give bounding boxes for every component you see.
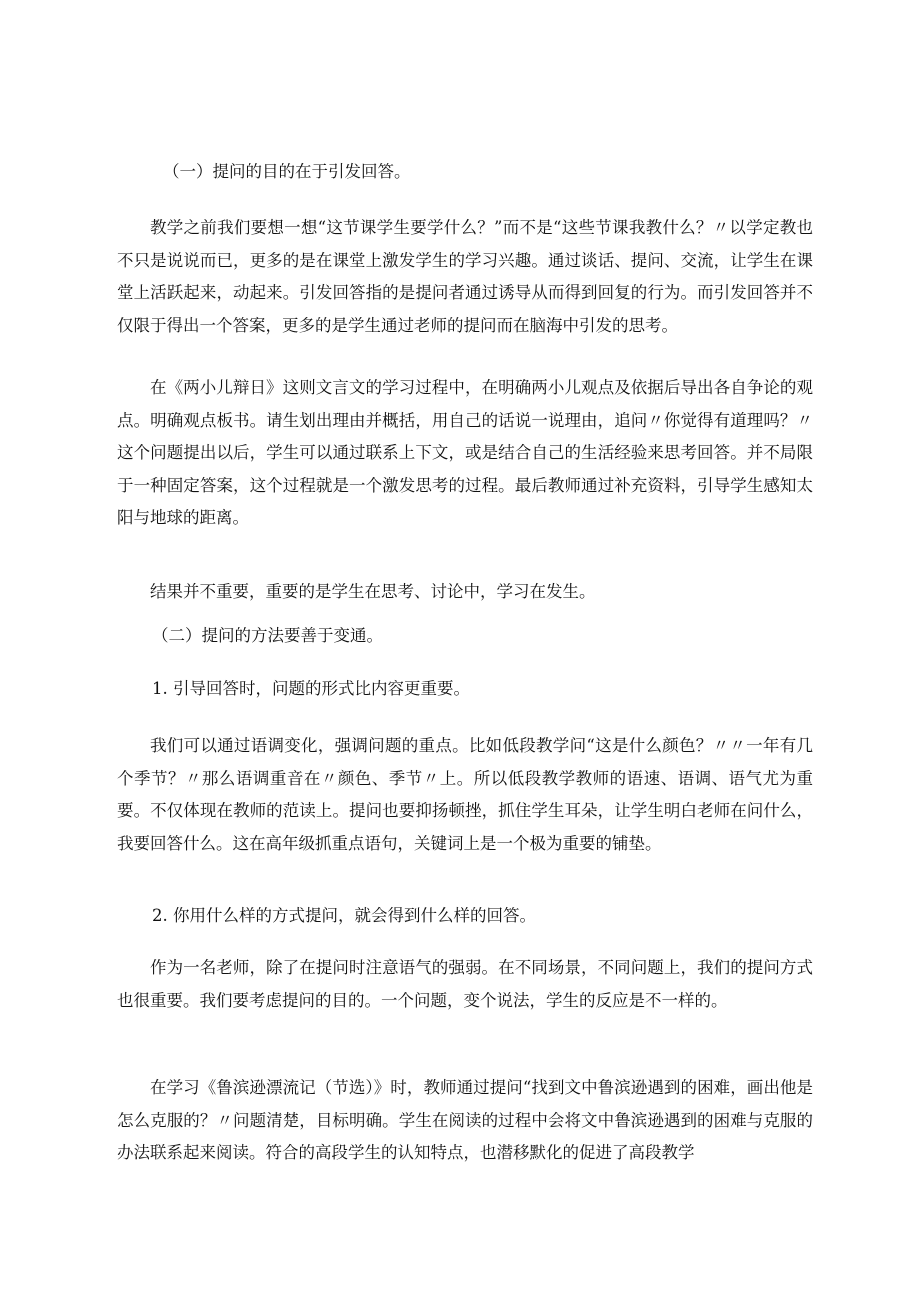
section-heading-2: （二）提问的方法要善于变通。 bbox=[152, 626, 383, 645]
paragraph-2: 在《两小儿辩日》这则文言文的学习过程中，在明确两小儿观点及依据后导出各自争论的观点。明确观点板书。请生划出理由并概括，用自己的话说一说理由，追问〃你觉得有道理吗？〃这个问题提出以后，学生可以通过联系上下文，或是结合自己的生活经验来思考回答。并不局限于一种固定答案，这个过程就是一个激发思考的过程。最后教师通过补充资料，引导学生感知太阳与地球的距离。 bbox=[117, 378, 813, 527]
paragraph-4: 我们可以通过语调变化，强调问题的重点。比如低段教学问“这是什么颜色？〃〃一年有几个季节？〃那么语调重音在〃颜色、季节〃上。所以低段教学教师的语速、语调、语气尤为重要。不仅体现在教师的范读上。提问也要抑扬顿挫，抓住学生耳朵，让学生明白老师在问什么，我要回答什么。这在高年级抓重点语句，关键词上是一个极为重要的铺垫。 bbox=[117, 736, 813, 853]
paragraph-6: 在学习《鲁滨逊漂流记（节选）》时，教师通过提问“找到文中鲁滨逊遇到的困难，画出他是怎么克服的？〃问题清楚，目标明确。学生在阅读的过程中会将文中鲁滨逊遇到的困难与克服的办法联系起来阅读。符合的高段学生的认知特点，也潜移默化的促进了高段教学 bbox=[117, 1078, 813, 1162]
paragraph-3: 结果并不重要，重要的是学生在思考、讨论中，学习在发生。 bbox=[150, 582, 596, 601]
subsection-heading-2: 2. 你用什么样的方式提问，就会得到什么样的回答。 bbox=[152, 906, 536, 925]
paragraph-5: 作为一名老师，除了在提问时注意语气的强弱。在不同场景，不同问题上，我们的提问方式也很重要。我们要考虑提问的目的。一个问题，变个说法，学生的反应是不一样的。 bbox=[117, 958, 813, 1010]
section-heading-1: （一）提问的目的在于引发回答。 bbox=[163, 162, 411, 181]
paragraph-1: 教学之前我们要想一想“这节课学生要学什么？”而不是“这些节课我教什么？〃以学定教也不只是说说而已，更多的是在课堂上激发学生的学习兴趣。通过谈话、提问、交流，让学生在课堂上活跃起来，动起来。引发回答指的是提问者通过诱导从而得到回复的行为。而引发回答并不仅限于得出一个答案，更多的是学生通过老师的提问而在脑海中引发的思考。 bbox=[117, 218, 813, 335]
subsection-heading-1: 1. 引导回答时，问题的形式比内容更重要。 bbox=[152, 679, 470, 698]
